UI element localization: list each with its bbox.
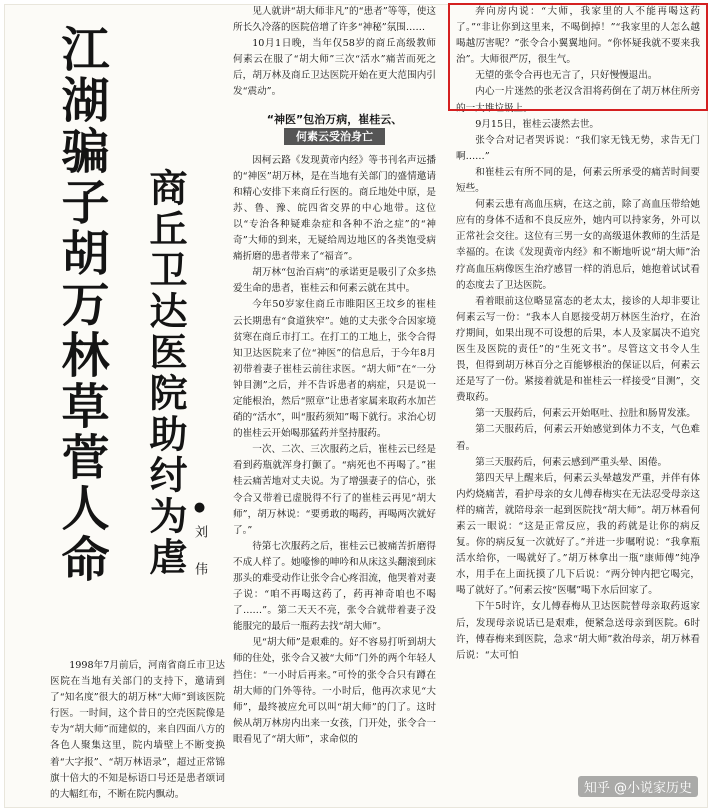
paragraph: 内心一片迷然的张老汉含泪将药倒在了胡万林住所旁的一大堆垃圾上。 [456, 86, 700, 114]
paragraph: 无望的张令合再也无言了，只好慢慢退出。 [475, 70, 658, 82]
headline-sub: 商丘卫达医院助纣为虐 [143, 168, 187, 578]
article-column-2 [233, 4, 436, 806]
paragraph: 胡万林“包治百病”的承诺更是吸引了众多热爱生命的患者，崔桂云和何素云就在其中。 [233, 267, 436, 295]
headline-main: 江湖骗子胡万林草菅人命 [53, 24, 109, 585]
paragraph: 1998年7月前后，河南省商丘市卫达医院在当地有关部门的支持下，邀请到了“知名度”很大的胡万林“大师”到该医院行医。一时间，这个昔日的空壳医院像是专为“胡大师”而建似的，来自四面八方的各色人聚集这里，院内墙壁上不断变换着“大字报”、“胡万林语录”，超过正常锦旗十倍大的不知是标语口号还是患者颂词的大幅红布，不断在院内飘动。 [50, 660, 225, 800]
paragraph: 下午5时许，女儿傅春梅从卫达医院替母亲取药返家后，发现母亲说话已是艰难，便紧急送母亲到医院。6时许，傅春梅来到医院，急求“胡大师”救治母亲，胡万林看后说：“太可怕 [456, 601, 700, 661]
paragraph: 第四天早上醒来后，何素云头晕越发严重，并伴有体内灼烧痛苦，看护母亲的女儿傅春梅实在无法忍受母亲这样的痛苦，就陪母亲一起到医院找“胡大师”。胡万林看何素云一眼说：“这是正常反应，我的药就是让你的病反复。你的病反复一次就好了。”并进一步嘱咐说：“我拿瓶活水给你，一喝就好了。”胡万林拿出一瓶“康师傅”纯净水，用手在上面抚摸了几下后说：“两分钟内把它喝完，喝了就好了。”何素云按“医嘱”喝下水后回家了。 [456, 472, 700, 597]
paragraph: 第二天服药后，何素云开始感觉到体力不支，气色难看。 [456, 424, 700, 452]
paragraph: 第三天服药后，何素云感到严重头晕、困倦。 [475, 456, 668, 468]
article-column-1 [50, 658, 225, 806]
highlight-box [448, 3, 708, 111]
subheading-line-2: 何素云受治身亡 [284, 128, 385, 145]
subheading-line-1: “神医”包治万病，崔桂云、 [266, 112, 403, 126]
paragraph: 奔向房内说：“大师，我家里的人不能再喝这药了。”“非让你到这里来，不喝倒掉！”“我家里的人怎么越喝越厉害呢？”张令合小翼翼地问。“你怀疑我就不要来我治”。大师很严厉，很生气。 [456, 6, 700, 66]
author-byline: ●刘 伟 [192, 500, 207, 586]
paragraph: 看着眼前这位略显富态的老太太，接诊的人却非要让何素云写一份：“我本人自愿接受胡万林医生治疗，在治疗期间，如果出现不可设想的后果，本人及家属决不追究医生及医院的责任”的“生死文书”。尽管这文书令人生畏，但得到胡万林百分之百能够根治的保证以后，何素云还是写了一份。紧接着就是和崔桂云一样接受“目测”，交费取药。 [456, 295, 700, 404]
paragraph: 张令合对记者哭诉说：“我们家无钱无势，求告无门啊……” [456, 134, 700, 162]
paragraph: 和崔桂云有所不同的是，何素云所承受的痛苦时间要短些。 [456, 166, 700, 195]
paragraph: 何素云患有高血压病，在这之前，除了高血压带给她应有的身体不适和不良反应外，她内可以持家务，外可以正常社会交往。这位有三男一女的高级退休教师的生活是幸福的。在读《发现黄帝内经》和不断地听说“胡大师”治疗高血压病像医生治疗感冒一样的消息后，她抱着试试看的态度去了卫达医院。 [456, 199, 700, 291]
paragraph: 见“胡大师”是艰难的。好不容易打听到胡大师的住处，张令合又被“大师”门外的两个年轻人挡住：“一小时后再来。”可怜的张令合只有蹲在胡大师的门外等待。一小时后，他再次求见“大师”，最终被应允可以叫“胡大师”的门了。这时候从胡万林房内出来一女孩，门开处，张令合一眼看见了“胡大师”，求命似的 [233, 637, 436, 745]
paragraph: 今年50岁家住商丘市睢阳区王坟乡的崔桂云长期患有“食道狭窄”。她的丈夫张令合因家境贫寒在商丘市打工。在打工的工地上，张令合得知卫达医院来了位“神医”的信息后，于今年8月初带着妻子崔桂云前往求医。“胡大师”在“一分钟目测”之后，并不告诉患者的病症，只是说一定能根治，然后“照章”让患者家属来取药水加芒硝的“活水”，叫“服药须知”喝下就行。求治心切的崔桂云开始喝那猛药并坚持服药。 [233, 299, 436, 440]
paragraph: 9月15日，崔桂云凄然去世。 [475, 118, 600, 130]
paragraph: 一次、二次、三次服药之后，崔桂云已经是看到药瓶就浑身打颤了。“病死也不再喝了。”崔桂云痛苦地对丈夫说。为了增强妻子的信心，张令合又带着已虚脱得不行了的崔桂云再见“胡大师”，胡万林说：“要勇敢的喝药，再喝两次就好了。” [233, 444, 436, 536]
source-watermark: 知乎 @小说家历史 [578, 776, 698, 797]
paragraph: 因柯云路《发现黄帝内经》等书刊名声远播的“神医”胡万林，是在当地有关部门的盛情邀请和精心安排下来商丘行医的。商丘地处中原，是苏、鲁、豫、皖四省交界的中心地带。这位以“专治各种疑难杂症和各种不治之症”的“神奇”大师的到来，无疑给周边地区的各类饱受病痛折磨的患者带来了“福音”。 [233, 154, 436, 263]
section-subheading [233, 111, 436, 145]
paragraph: 10月1日晚，当年仅58岁的商丘高级教师何素云在服了“胡大师”三次“活水”痛苦而死之后，胡万林及商丘卫达医院开始在更大范围内引发“震动”。 [233, 38, 436, 98]
paragraph: 待第七次服药之后，崔桂云已被痛苦折磨得不成人样了。她嚎惨的呻吟和从床这头翻滚到床那头的难受动作让张令合心疼泪流，他哭着对妻子说：“咱不再喝这药了，药再神奇咱也不喝了……”。第二天天不亮，张令合就带着妻子没能服完的最后一瓶药去找“胡大师”。 [233, 540, 436, 633]
article-column-3 [456, 4, 700, 806]
paragraph: 见人就讲“胡大师非凡”的“患者”等等，使这所长久冷落的医院倍增了许多“神秘”氛围…… [233, 6, 436, 34]
paragraph: 第一天服药后，何素云开始呕吐、拉肚和肠胃发涨。 [475, 408, 696, 420]
